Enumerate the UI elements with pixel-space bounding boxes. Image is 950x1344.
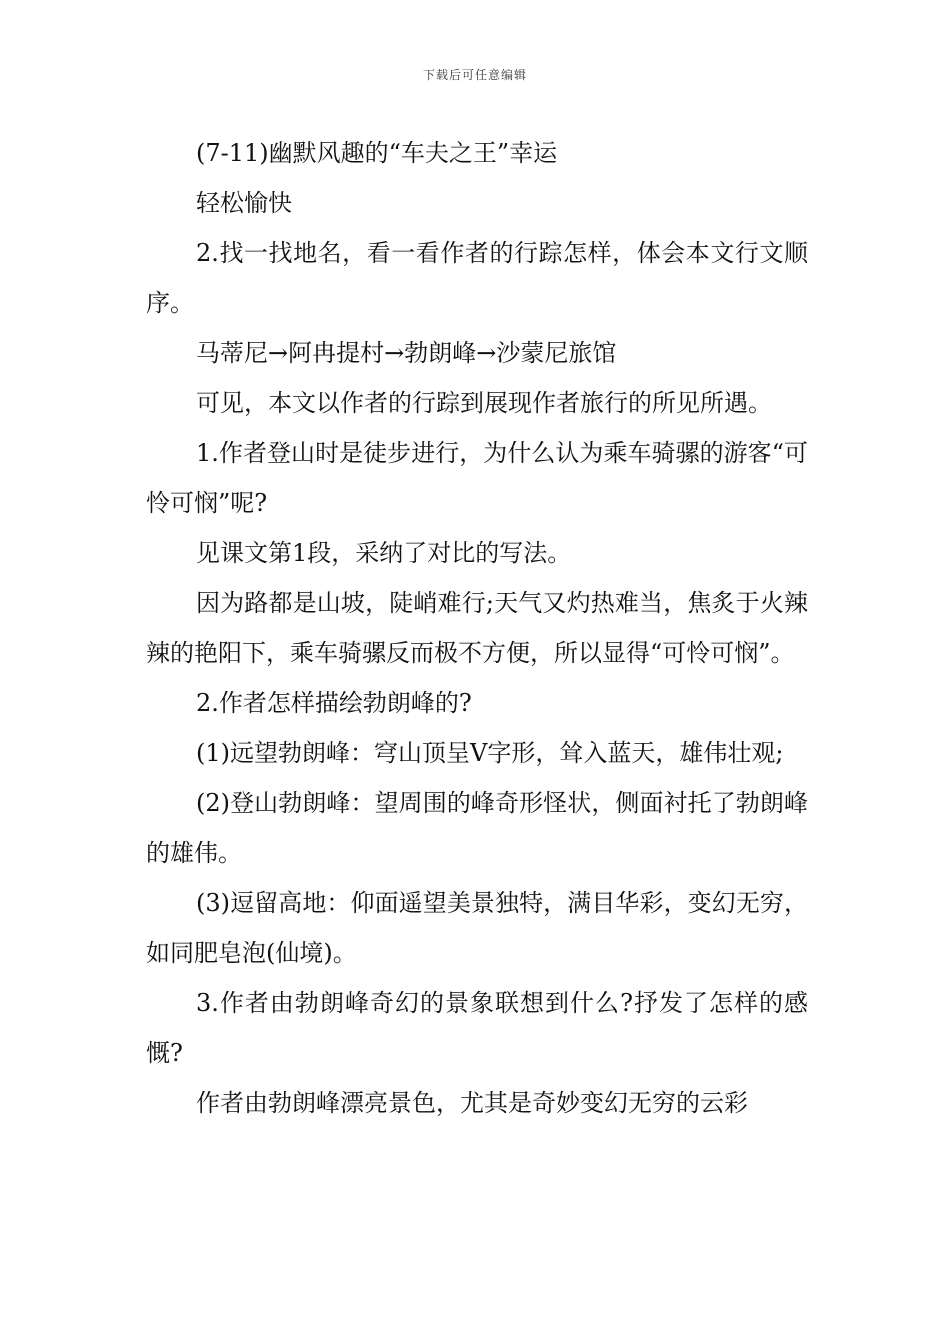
paragraph: 作者由勃朗峰漂亮景色，尤其是奇妙变幻无穷的云彩 (196, 1089, 748, 1117)
paragraph: 因为路都是山坡，陡峭难行;天气又灼热难当，焦炙于火辣辣的艳阳下，乘车骑骡反而极不方便，所以显得“可怜可悯”。 (146, 589, 808, 667)
paragraph: 轻松愉快 (196, 189, 292, 217)
paragraph: (3)逗留高地：仰面遥望美景独特，满目华彩，变幻无穷，如同肥皂泡(仙境)。 (146, 889, 808, 967)
page-header: 下载后可任意编辑 (422, 68, 527, 82)
paragraph: (1)远望勃朗峰：穹山顶呈V字形，耸入蓝天，雄伟壮观; (196, 739, 784, 767)
document-body (146, 128, 808, 1128)
paragraph: 3.作者由勃朗峰奇幻的景象联想到什么?抒发了怎样的感慨? (146, 989, 808, 1067)
paragraph: 马蒂尼→阿冉提村→勃朗峰→沙蒙尼旅馆 (196, 339, 617, 367)
paragraph: 2.作者怎样描绘勃朗峰的? (196, 689, 472, 717)
paragraph: 2.找一找地名，看一看作者的行踪怎样，体会本文行文顺序。 (146, 239, 808, 317)
paragraph: (2)登山勃朗峰：望周围的峰奇形怪状，侧面衬托了勃朗峰的雄伟。 (146, 789, 808, 867)
paragraph: (7-11)幽默风趣的“车夫之王”幸运 (196, 139, 558, 167)
paragraph: 1.作者登山时是徒步进行，为什么认为乘车骑骡的游客“可怜可悯”呢? (146, 439, 808, 517)
paragraph: 可见，本文以作者的行踪到展现作者旅行的所见所遇。 (196, 389, 772, 417)
paragraph: 见课文第1段，采纳了对比的写法。 (196, 539, 572, 567)
